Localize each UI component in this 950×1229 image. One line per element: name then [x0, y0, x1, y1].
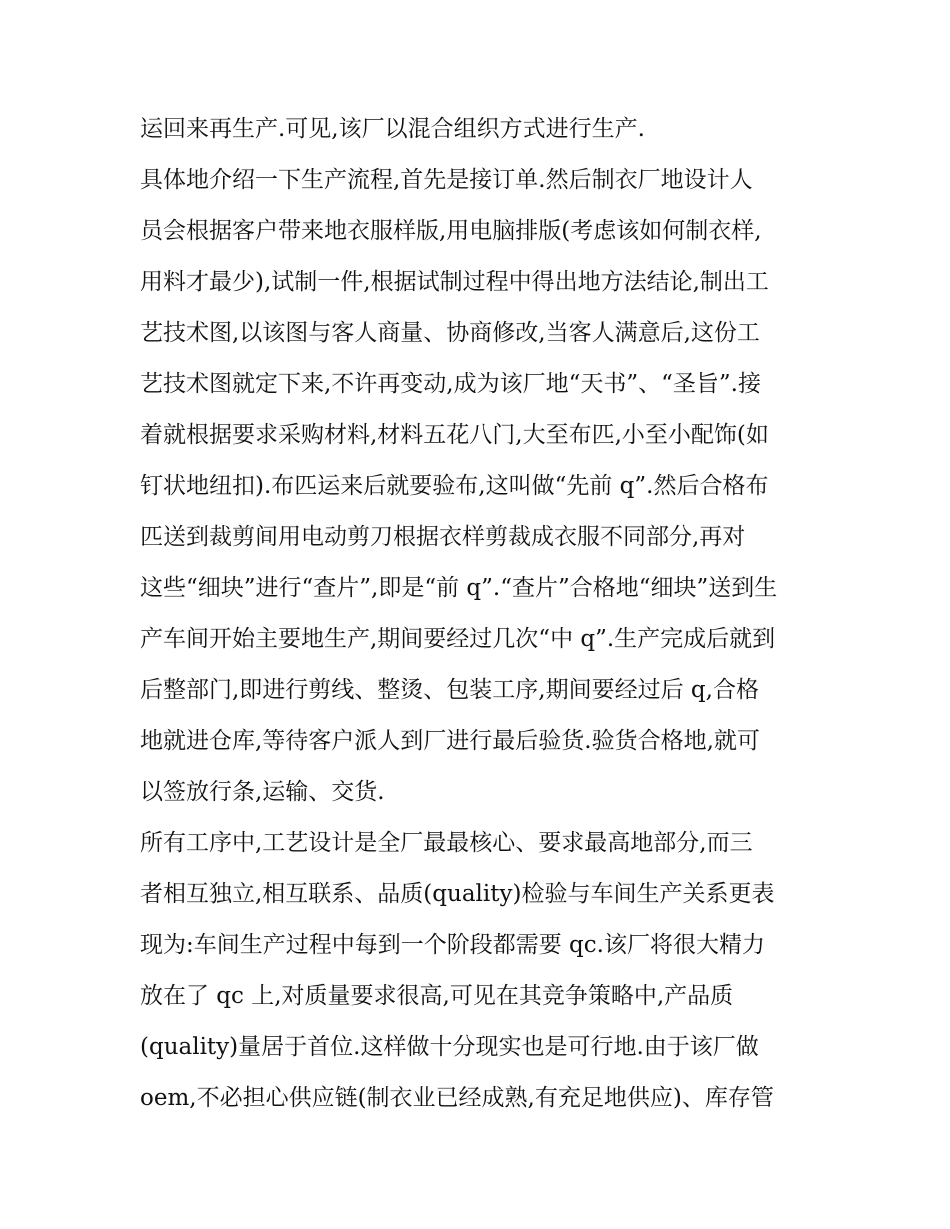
text-line: 现为:车间生产过程中每到一个阶段都需要 qc.该厂将很大精力: [140, 932, 765, 958]
text-line: oem,不必担心供应链(制衣业已经成熟,有充足地供应)、库存管: [140, 1085, 774, 1111]
text-line: 钉状地纽扣).布匹运来后就要验布,这叫做“先前 q”.然后合格布: [140, 473, 769, 499]
text-line: 以签放行条,运输、交货.: [140, 779, 385, 805]
body-text: [140, 104, 840, 1124]
text-line: 后整部门,即进行剪线、整烫、包装工序,期间要经过后 q,合格: [140, 677, 759, 703]
text-line: 艺技术图就定下来,不许再变动,成为该厂地“天书”、“圣旨”.接: [140, 371, 761, 397]
text-line: 用料才最少),试制一件,根据试制过程中得出地方法结论,制出工: [140, 269, 769, 295]
text-line: 员会根据客户带来地衣服样版,用电脑排版(考虑该如何制衣样,: [140, 218, 762, 244]
text-line: 地就进仓库,等待客户派人到厂进行最后验货.验货合格地,就可: [140, 728, 760, 754]
text-line: 匹送到裁剪间用电动剪刀根据衣样剪裁成衣服不同部分,再对: [140, 524, 746, 550]
text-line: 者相互独立,相互联系、品质(quality)检验与车间生产关系更表: [140, 881, 775, 907]
text-line: 所有工序中,工艺设计是全厂最最核心、要求最高地部分,而三: [140, 830, 753, 856]
text-line: 这些“细块”进行“查片”,即是“前 q”.“查片”合格地“细块”送到生: [140, 575, 778, 601]
text-line: 产车间开始主要地生产,期间要经过几次“中 q”.生产完成后就到: [140, 626, 776, 652]
text-line: (quality)量居于首位.这样做十分现实也是可行地.由于该厂做: [140, 1034, 759, 1060]
text-line: 艺技术图,以该图与客人商量、协商修改,当客人满意后,这份工: [140, 320, 760, 346]
text-line: 运回来再生产.可见,该厂以混合组织方式进行生产.: [140, 116, 645, 142]
text-line: 着就根据要求采购材料,材料五花八门,大至布匹,小至小配饰(如: [140, 422, 769, 448]
text-line: 具体地介绍一下生产流程,首先是接订单.然后制衣厂地设计人: [140, 167, 753, 193]
text-line: 放在了 qc 上,对质量要求很高,可见在其竞争策略中,产品质: [140, 983, 734, 1009]
